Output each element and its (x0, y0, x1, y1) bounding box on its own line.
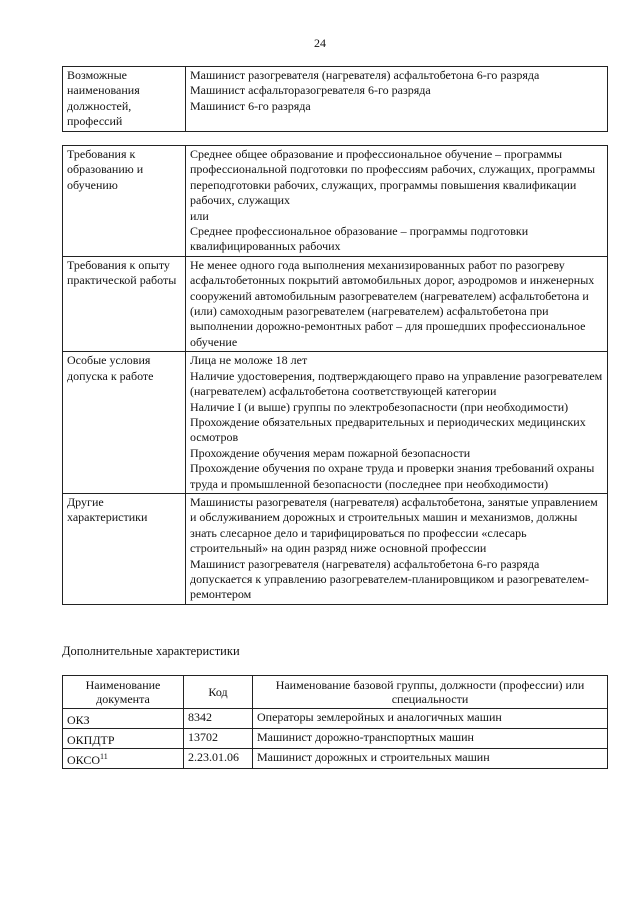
code-header: Код (184, 676, 253, 709)
requirement-line: Машинисты разогревателя (нагревателя) асфальтобетона, занятые управлением и обслуживанием дорожных и строительных машин и механизмов, должны знать слесарное дело и тарифицироваться по профессии «слесарь строительный» на один разряд ниже основной профессии (190, 494, 598, 556)
requirement-line: Машинист разогревателя (нагревателя) асфальтобетона 6-го разряда допускается к управлению разогревателем-планировщиком и разогревателем-ремонтером (190, 556, 589, 602)
requirement-line: Прохождение обучения по охране труда и проверки знания требований охраны труда и промышленной безопасности (последнее при необходимости) (190, 461, 595, 491)
table-row (63, 749, 608, 769)
table-row (63, 729, 608, 749)
name-header: Наименование базовой группы, должности (профессии) или специальности (253, 676, 608, 709)
requirement-line: Не менее одного года выполнения механизированных работ по разогреву асфальтобетонных покрытий автомобильных дорог, аэродромов и инженерных сооружений автомобильным разогревателем (нагревателем) асфальтобетона и (или) самоходным разогревателем (нагревателем) асфальтобетона при выполнении дорожно-ремонтных работ – для прошедших профессиональное обучение (190, 257, 595, 349)
position-name: Машинист разогревателя (нагревателя) асфальтобетона 6-го разряда (190, 68, 540, 82)
other-label: Другие характеристики (63, 493, 186, 604)
position-name: Машинист асфальторазогревателя 6-го разряда (190, 83, 431, 98)
code-cell: 13702 (184, 729, 253, 749)
table-row (63, 67, 608, 132)
doc-cell: ОКПДТР (63, 729, 184, 749)
table-row (63, 146, 608, 257)
position-name: Машинист 6-го разряда (190, 98, 311, 113)
requirement-line: Прохождение обучения мерам пожарной безопасности (190, 445, 471, 460)
admission-label: Особые условия допуска к работе (63, 352, 186, 494)
requirement-line: Среднее профессиональное образование – программы подготовки квалифицированных рабочих (190, 224, 529, 254)
requirement-line: или (190, 208, 209, 223)
table-row (63, 709, 608, 729)
requirement-line: Наличие I (и выше) группы по электробезопасности (при необходимости) (190, 399, 569, 414)
admission-value (186, 352, 608, 494)
requirement-line: Лица не моложе 18 лет (190, 353, 308, 368)
other-value (186, 493, 608, 604)
doc-cell: ОКЗ (63, 709, 184, 729)
page-number: 24 (314, 36, 326, 50)
additional-table (62, 675, 608, 769)
doc-header: Наименование документа (63, 676, 184, 709)
education-label: Требования к образованию и обучению (63, 146, 186, 257)
positions-values (186, 67, 608, 132)
requirement-line: Среднее общее образование и профессиональное обучение – программы профессиональной подготовки по профессиям рабочих, служащих, программы переподготовки рабочих, служащих, программы повышения квалификации рабочих, служащих (190, 147, 596, 208)
positions-label: Возможные наименования должностей, профессий (63, 67, 186, 132)
name-cell: Операторы землеройных и аналогичных машин (253, 709, 608, 729)
requirements-table (62, 145, 608, 605)
table-row (63, 352, 608, 494)
additional-heading: Дополнительные характеристики (62, 644, 240, 658)
education-value (186, 146, 608, 257)
table-row (63, 493, 608, 604)
code-cell: 2.23.01.06 (184, 749, 253, 769)
table-header-row (63, 676, 608, 709)
name-cell: Машинист дорожных и строительных машин (253, 749, 608, 769)
requirement-line: Наличие удостоверения, подтверждающего право на управление разогревателем (нагревателем) асфальтобетона соответствующей категории (190, 368, 603, 399)
table-row (63, 256, 608, 351)
code-cell: 8342 (184, 709, 253, 729)
experience-label: Требования к опыту практической работы (63, 256, 186, 351)
doc-cell: ОКСО$^{11}$ (63, 749, 184, 769)
requirement-line: Прохождение обязательных предварительных и периодических медицинских осмотров (190, 414, 586, 445)
experience-value (186, 256, 608, 351)
positions-table (62, 66, 608, 132)
name-cell: Машинист дорожно-транспортных машин (253, 729, 608, 749)
